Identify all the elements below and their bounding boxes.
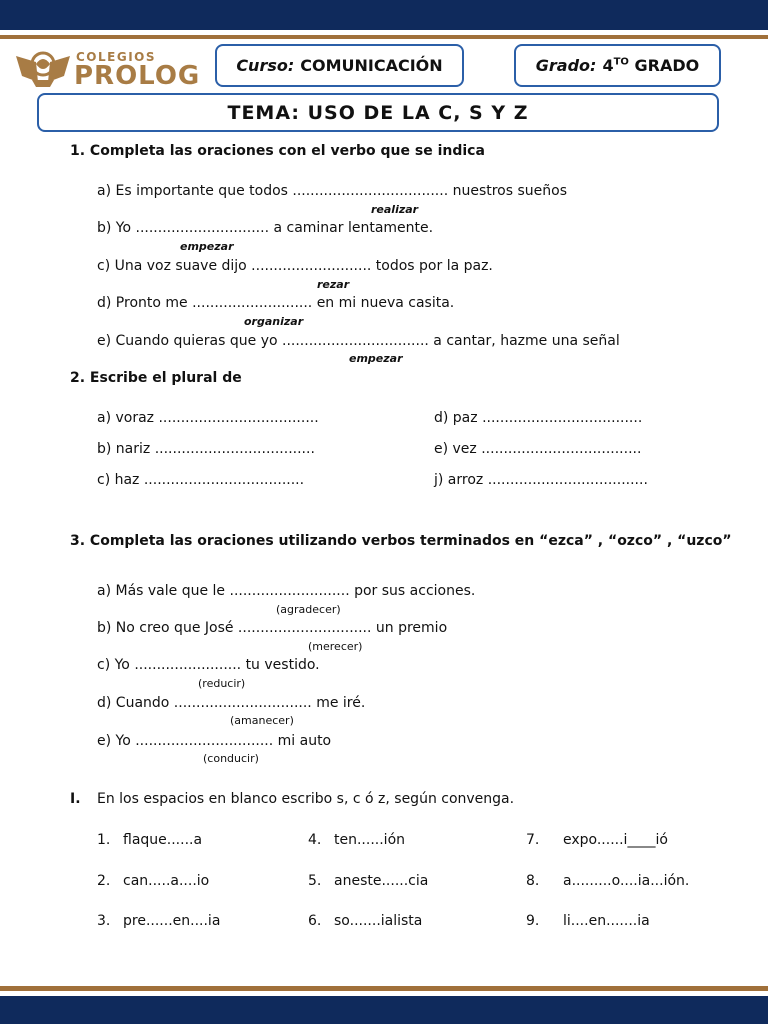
s3-item-e: e) Yo ............................... mi auto: [97, 733, 332, 749]
logo-main-text: PROLOG: [74, 61, 201, 91]
s4-item-5: [308, 873, 428, 889]
s4-num-2: 2.: [97, 873, 111, 889]
s4-num-8: 8.: [526, 873, 540, 889]
grado-value: [602, 56, 699, 75]
tema-title: TEMA: USO DE LA C, S Y Z: [227, 101, 529, 124]
grado-word: GRADO: [634, 56, 700, 75]
s3-item-c: c) Yo ........................ tu vestido.: [97, 657, 320, 673]
s3-item-a: a) Más vale que le ........................... por sus acciones.: [97, 583, 476, 599]
curso-value: COMUNICACIÓN: [300, 56, 443, 75]
s4-word-7: expo......i____ió: [563, 832, 668, 848]
curso-box: [215, 44, 464, 87]
s1-item-b: b) Yo .............................. a caminar lentamente.: [97, 220, 434, 236]
s1-hint-e: empezar: [349, 352, 403, 365]
bottom-navy-band: [0, 996, 768, 1024]
s4-num-1: 1.: [97, 832, 111, 848]
s2-item-d: d) paz ....................................: [434, 410, 643, 426]
section2-title: 2. Escribe el plural de: [70, 370, 242, 386]
s4-item-7: [526, 832, 668, 848]
s4-word-6: so.......ialista: [334, 913, 423, 929]
s4-word-4: ten......ión: [334, 832, 406, 848]
top-navy-band: [0, 0, 768, 30]
s2-item-e: e) vez ....................................: [434, 441, 642, 457]
s4-num-6: 6.: [308, 913, 322, 929]
s4-word-1: flaque......a: [123, 832, 203, 848]
s1-item-e: e) Cuando quieras que yo ................................. a cantar, hazme una señal: [97, 333, 620, 349]
s4-num-7: 7.: [526, 832, 540, 848]
bottom-tan-stripe: [0, 986, 768, 991]
s4-item-1: [97, 832, 202, 848]
tema-box: [37, 93, 719, 132]
s1-item-d: d) Pronto me ........................... en mi nueva casita.: [97, 295, 455, 311]
section4-numeral: I.: [70, 791, 81, 807]
s1-hint-b: empezar: [180, 240, 234, 253]
grado-superscript: TO: [613, 56, 629, 68]
s4-word-9: li....en.......ia: [563, 913, 650, 929]
s1-hint-d: organizar: [244, 315, 304, 328]
grado-number: 4: [602, 56, 614, 75]
s2-item-c: c) haz ....................................: [97, 472, 305, 488]
section3-title: 3. Completa las oraciones utilizando verbos terminados en “ezca” , “ozco” , “uzco”: [70, 533, 732, 549]
s3-hint-b: (merecer): [308, 640, 363, 653]
s3-item-d: d) Cuando ............................... me iré.: [97, 695, 366, 711]
top-tan-stripe: [0, 35, 768, 39]
school-logo-emblem: [14, 48, 72, 88]
s1-item-a: a) Es importante que todos ................................... nuestros sueños: [97, 183, 568, 199]
section4-instruction: En los espacios en blanco escribo s, c ó z, según convenga.: [97, 791, 515, 807]
s1-item-c: c) Una voz suave dijo ........................... todos por la paz.: [97, 258, 493, 274]
grado-box: [514, 44, 721, 87]
s2-item-j: j) arroz ....................................: [434, 472, 648, 488]
curso-label: Curso:: [236, 56, 295, 75]
s3-item-b: b) No creo que José .............................. un premio: [97, 620, 448, 636]
s4-item-2: [97, 873, 209, 889]
s4-word-2: can.....a....io: [123, 873, 210, 889]
s4-item-6: [308, 913, 422, 929]
grado-label: Grado:: [535, 56, 597, 75]
s4-num-9: 9.: [526, 913, 540, 929]
s3-hint-e: (conducir): [203, 752, 259, 765]
s3-hint-c: (reducir): [198, 677, 246, 690]
s4-item-8: [526, 873, 689, 889]
s4-num-5: 5.: [308, 873, 322, 889]
s2-item-b: b) nariz ....................................: [97, 441, 315, 457]
s4-item-3: [97, 913, 220, 929]
s4-word-3: pre......en....ia: [123, 913, 221, 929]
s4-word-8: a.........o....ia...ión.: [563, 873, 690, 889]
s4-item-9: [526, 913, 650, 929]
s1-hint-a: realizar: [371, 203, 419, 216]
s3-hint-d: (amanecer): [230, 714, 294, 727]
s4-num-4: 4.: [308, 832, 322, 848]
s4-item-4: [308, 832, 405, 848]
s3-hint-a: (agradecer): [276, 603, 341, 616]
s1-hint-c: rezar: [317, 278, 350, 291]
s4-num-3: 3.: [97, 913, 111, 929]
logo-top-text: COLEGIOS: [76, 50, 157, 64]
section1-title: 1. Completa las oraciones con el verbo que se indica: [70, 143, 485, 159]
s4-word-5: aneste......cia: [334, 873, 429, 889]
s2-item-a: a) voraz ....................................: [97, 410, 319, 426]
